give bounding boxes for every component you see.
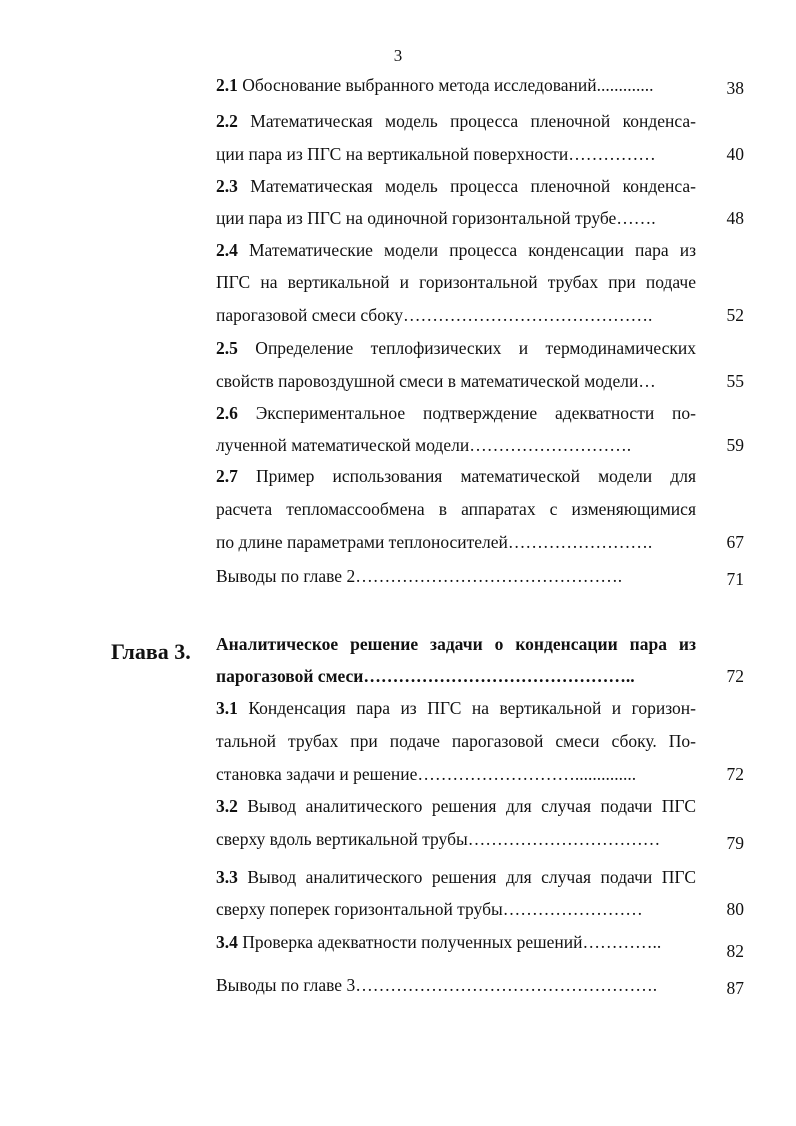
entry-title-line: Математическая модель процесса пленочной конденса- (237, 111, 696, 131)
page-ref: 71 (726, 569, 744, 589)
toc-entry-3-3-cont (216, 899, 696, 919)
chapter-title[interactable] (216, 634, 696, 654)
toc-entry-3-1-cont (216, 731, 696, 751)
page-ref: 55 (726, 371, 744, 391)
entry-title-line: Выводы по главе 2………………………………………. (216, 566, 623, 586)
section-number: 2.5 (216, 338, 238, 358)
toc-entry-2-2-cont (216, 144, 696, 164)
page-ref: 72 (726, 764, 744, 784)
entry-title-line: парогазовой смеси сбоку……………………………………. (216, 305, 653, 325)
toc-entry-3-4[interactable] (216, 932, 696, 952)
entry-title-line: ции пара из ПГС на одиночной горизонтальной трубе……. (216, 208, 656, 228)
entry-title-line: Математические модели процесса конденсации пара из (237, 240, 696, 260)
chapter-title-line: Аналитическое решение задачи о конденсации пара из (216, 634, 696, 654)
section-number: 3.4 (216, 932, 238, 952)
page-ref: 40 (726, 144, 744, 164)
page-ref: 87 (726, 978, 744, 998)
section-number: 2.1 (216, 75, 238, 95)
toc-entry-2-7-cont (216, 499, 696, 519)
toc-entry-2-6-cont (216, 435, 696, 455)
entry-title-line: лученной математической модели………………………. (216, 435, 632, 455)
entry-title-line: Выводы по главе 3……………………………………………. (216, 975, 658, 995)
entry-title-line: Пример использования математической модели для (237, 466, 696, 486)
toc-entry-3-2-cont (216, 829, 696, 849)
entry-title-line: сверху вдоль вертикальной трубы…………………………… (216, 829, 661, 849)
entry-title-line: расчета тепломассообмена в аппаратах с изменяющимися (216, 499, 696, 519)
page-ref: 80 (726, 899, 744, 919)
toc-entry-2-4-cont (216, 272, 696, 292)
toc-entry-2-5[interactable] (216, 338, 696, 358)
page-ref: 52 (726, 305, 744, 325)
section-number: 3.2 (216, 796, 238, 816)
toc-entry-2-1[interactable] (216, 75, 696, 95)
chapter-title-line: парогазовой смеси……………………………………….. (216, 666, 635, 686)
entry-title-line: Обоснование выбранного метода исследований............. (237, 75, 654, 95)
entry-title-line: Математическая модель процесса пленочной конденса- (237, 176, 696, 196)
page-ref: 48 (726, 208, 744, 228)
toc-entry-2-7-cont (216, 532, 696, 552)
page-ref: 59 (726, 435, 744, 455)
chapter-label: Глава 3. (111, 639, 191, 664)
toc-conclusions-3[interactable] (216, 975, 696, 995)
toc-entry-2-2[interactable] (216, 111, 696, 131)
entry-title-line: ции пара из ПГС на вертикальной поверхности…………… (216, 144, 656, 164)
section-number: 3.1 (216, 698, 238, 718)
chapter-title-cont (216, 666, 696, 686)
page-ref: 38 (726, 78, 744, 98)
entry-title-line: ПГС на вертикальной и горизонтальной трубах при подаче (216, 272, 696, 292)
page-ref: 82 (726, 941, 744, 961)
section-number: 2.6 (216, 403, 238, 423)
toc-entry-3-2[interactable] (216, 796, 696, 816)
toc-entry-2-3-cont (216, 208, 696, 228)
entry-title-line: Определение теплофизических и термодинамических (237, 338, 696, 358)
entry-title-line: Конденсация пара из ПГС на вертикальной и горизон- (237, 698, 696, 718)
section-number: 3.3 (216, 867, 238, 887)
toc-conclusions-2[interactable] (216, 566, 696, 586)
entry-title-line: Вывод аналитического решения для случая подачи ПГС (237, 867, 696, 887)
entry-title-line: становка задачи и решение……………………….............. (216, 764, 637, 784)
toc-entry-2-4-cont (216, 305, 696, 325)
toc-entry-2-7[interactable] (216, 466, 696, 486)
page-ref: 67 (726, 532, 744, 552)
toc-entry-3-1-cont (216, 764, 696, 784)
section-number: 2.2 (216, 111, 238, 131)
page-ref: 72 (726, 666, 744, 686)
toc-entry-2-4[interactable] (216, 240, 696, 260)
toc-entry-3-3[interactable] (216, 867, 696, 887)
page-number: 3 (393, 46, 403, 65)
toc-entry-2-6[interactable] (216, 403, 696, 423)
entry-title-line: по длине параметрами теплоносителей……………………. (216, 532, 653, 552)
entry-title-line: Вывод аналитического решения для случая подачи ПГС (237, 796, 696, 816)
toc-entry-2-3[interactable] (216, 176, 696, 196)
section-number: 2.7 (216, 466, 238, 486)
section-number: 2.4 (216, 240, 238, 260)
page-ref: 79 (726, 833, 744, 853)
entry-title-line: тальной трубах при подаче парогазовой смеси сбоку. По- (216, 731, 696, 751)
entry-title-line: свойств паровоздушной смеси в математической модели… (216, 371, 656, 391)
entry-title-line: Экспериментальное подтверждение адекватности по- (237, 403, 696, 423)
entry-title-line: сверху поперек горизонтальной трубы…………………… (216, 899, 643, 919)
entry-title-line: Проверка адекватности полученных решений………….. (237, 932, 662, 952)
toc-entry-3-1[interactable] (216, 698, 696, 718)
section-number: 2.3 (216, 176, 238, 196)
toc-entry-2-5-cont (216, 371, 696, 391)
